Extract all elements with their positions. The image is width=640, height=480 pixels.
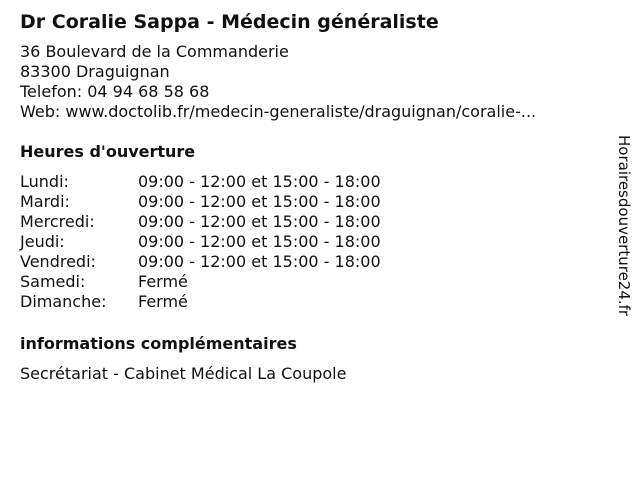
hours-row-saturday xyxy=(20,272,600,292)
hours-row-monday xyxy=(20,172,600,192)
doctor-card xyxy=(20,8,600,384)
hours-value: 09:00 - 12:00 et 15:00 - 18:00 xyxy=(138,252,381,271)
hours-row-tuesday xyxy=(20,192,600,212)
site-watermark xyxy=(615,135,635,345)
hours-heading: Heures d'ouverture xyxy=(20,142,196,161)
day-label: Lundi: xyxy=(20,172,69,191)
info-heading: informations complémentaires xyxy=(20,334,297,353)
day-label: Samedi: xyxy=(20,272,86,291)
hours-value: 09:00 - 12:00 et 15:00 - 18:00 xyxy=(138,212,381,231)
address-city: 83300 Draguignan xyxy=(20,62,170,81)
page-title: Dr Coralie Sappa - Médecin généraliste xyxy=(20,11,439,33)
website-line: Web: www.doctolib.fr/medecin-generaliste/draguignan/coralie-... xyxy=(20,102,537,121)
day-label: Mercredi: xyxy=(20,212,95,231)
hours-table xyxy=(20,172,600,312)
phone-line: Telefon: 04 94 68 58 68 xyxy=(20,82,210,101)
day-label: Dimanche: xyxy=(20,292,107,311)
hours-value: 09:00 - 12:00 et 15:00 - 18:00 xyxy=(138,232,381,251)
address-street: 36 Boulevard de la Commanderie xyxy=(20,42,289,61)
info-text: Secrétariat - Cabinet Médical La Coupole xyxy=(20,364,347,383)
day-label: Jeudi: xyxy=(20,232,65,251)
hours-value: Fermé xyxy=(138,292,188,311)
hours-value: 09:00 - 12:00 et 15:00 - 18:00 xyxy=(138,192,381,211)
hours-row-sunday xyxy=(20,292,600,312)
address-block xyxy=(20,42,600,122)
hours-row-friday xyxy=(20,252,600,272)
day-label: Vendredi: xyxy=(20,252,96,271)
hours-value: 09:00 - 12:00 et 15:00 - 18:00 xyxy=(138,172,381,191)
hours-row-thursday xyxy=(20,232,600,252)
hours-row-wednesday xyxy=(20,212,600,232)
day-label: Mardi: xyxy=(20,192,70,211)
hours-value: Fermé xyxy=(138,272,188,291)
site-watermark-label: Horairesdouverture24.fr xyxy=(615,135,633,317)
